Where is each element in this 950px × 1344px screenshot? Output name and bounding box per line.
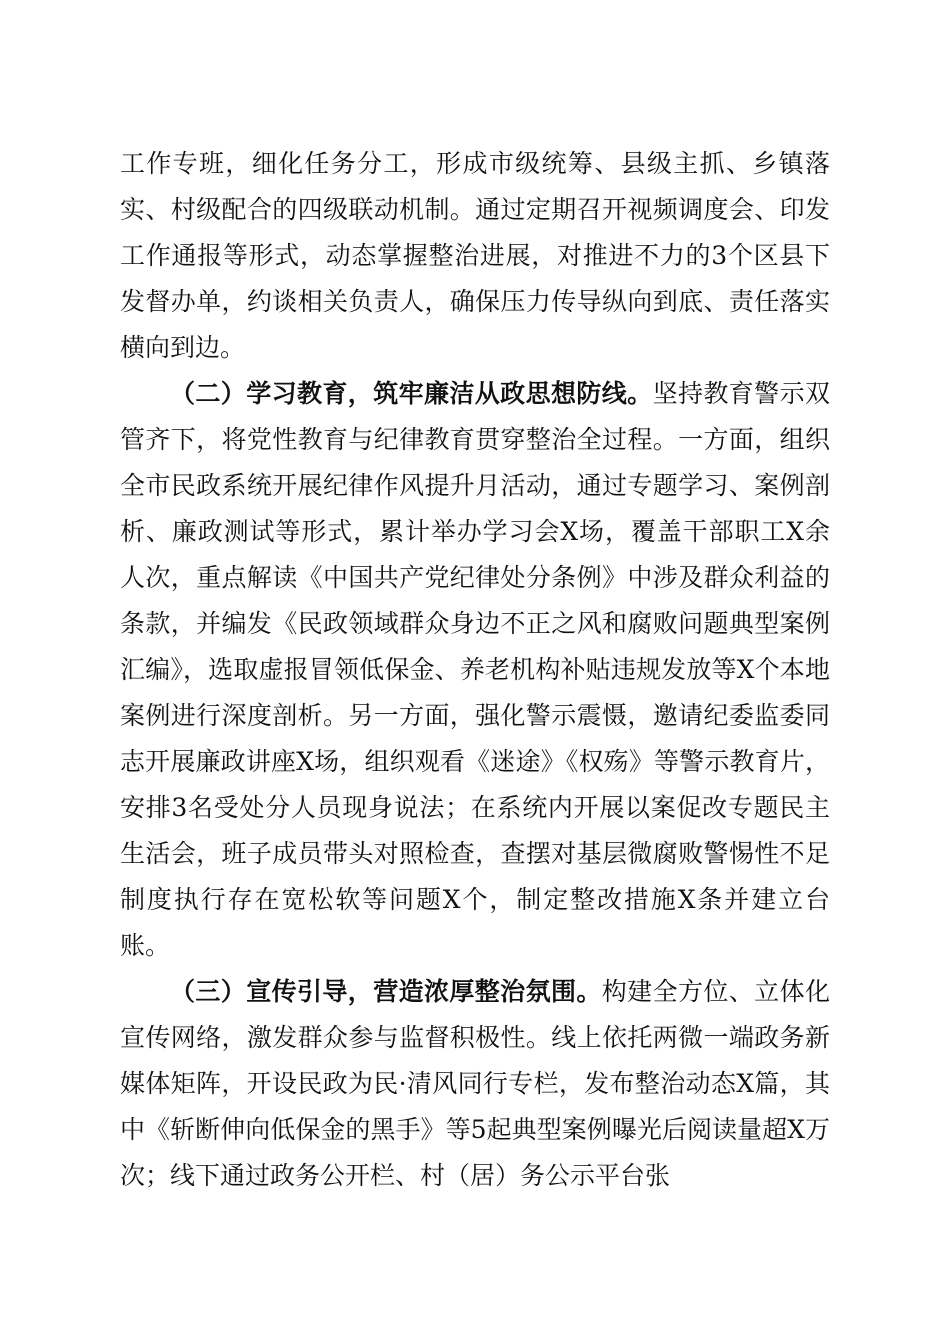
- document-body: [120, 141, 830, 1199]
- paragraph-text: 工作专班，细化任务分工，形成市级统筹、县级主抓、乡镇落实、村级配合的四级联动机制。通过定期召开视频调度会、印发工作通报等形式，动态掌握整治进展，对推进不力的3个区县下发督办单，约谈相关负责人，确保压力传导纵向到底、责任落实横向到边。: [120, 149, 830, 362]
- paragraph-study-education: [120, 371, 830, 969]
- paragraph-publicity-guidance: [120, 969, 830, 1199]
- paragraph-text: 构建全方位、立体化宣传网络，激发群众参与监督积极性。线上依托两微一端政务新媒体矩阵，开设民政为民·清风同行专栏，发布整治动态X篇，其中《斩断伸向低保金的黑手》等5起典型案例曝光后阅读量超X万次；线下通过政务公开栏、村（居）务公示平台张: [120, 977, 830, 1190]
- paragraph-continuation: [120, 141, 830, 371]
- paragraph-heading: （三）宣传引导，营造浓厚整治氛围。: [170, 977, 602, 1006]
- paragraph-heading: （二）学习教育，筑牢廉洁从政思想防线。: [170, 379, 653, 408]
- paragraph-text: 坚持教育警示双管齐下，将党性教育与纪律教育贯穿整治全过程。一方面，组织全市民政系统开展纪律作风提升月活动，通过专题学习、案例剖析、廉政测试等形式，累计举办学习会X场，覆盖干部职工X余人次，重点解读《中国共产党纪律处分条例》中涉及群众利益的条款，并编发《民政领域群众身边不正之风和腐败问题典型案例汇编》，选取虚报冒领低保金、养老机构补贴违规发放等X个本地案例进行深度剖析。另一方面，强化警示震慑，邀请纪委监委同志开展廉政讲座X场，组织观看《迷途》《权殇》等警示教育片，安排3名受处分人员现身说法；在系统内开展以案促改专题民主生活会，班子成员带头对照检查，查摆对基层微腐败警惕性不足制度执行存在宽松软等问题X个，制定整改措施X条并建立台账。: [120, 379, 830, 960]
